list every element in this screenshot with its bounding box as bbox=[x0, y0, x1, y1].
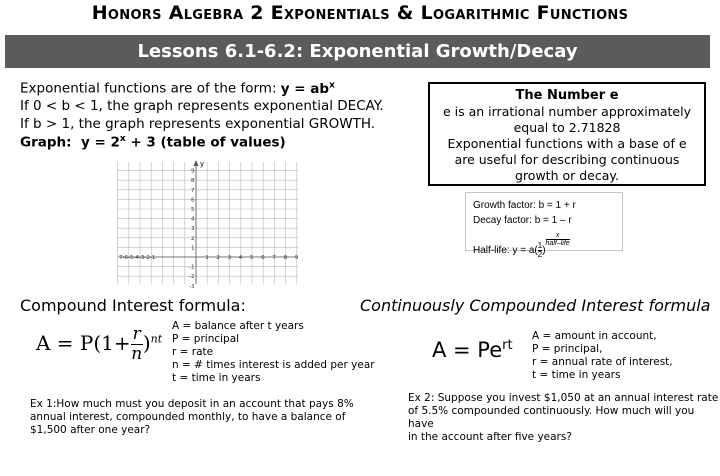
y-tick-label: -2 bbox=[189, 274, 195, 281]
x-tick-label: 4 bbox=[238, 255, 243, 261]
y-tick-label: 3 bbox=[191, 226, 195, 233]
compound-formula-lhs: A = P(1+ bbox=[36, 331, 131, 355]
compound-def-r: r = rate bbox=[172, 346, 214, 358]
number-e-text-3: Exponential functions with a base of e bbox=[447, 136, 687, 151]
compound-heading: Compound Interest formula: bbox=[20, 296, 246, 315]
y-tick-label: 9 bbox=[191, 168, 195, 175]
compound-def-p: P = principal bbox=[172, 333, 240, 345]
y-tick-label: 7 bbox=[191, 187, 195, 194]
number-e-text-5: growth or decay. bbox=[515, 168, 619, 183]
compound-frac-den: n bbox=[131, 344, 143, 364]
intro-form-text: Exponential functions are of the form: bbox=[20, 80, 277, 97]
half-life-exp-num: x bbox=[546, 232, 570, 240]
continuous-def-a: A = amount in account, bbox=[532, 330, 657, 342]
x-tick-label: 9 bbox=[294, 255, 299, 261]
compound-formula-close: ) bbox=[142, 331, 151, 355]
x-tick-label: 2 bbox=[216, 255, 220, 261]
growth-factor: Growth factor: b = 1 + r bbox=[473, 200, 576, 211]
half-life-base-den: 2 bbox=[537, 249, 543, 259]
continuous-formula-exponent: rt bbox=[502, 338, 513, 353]
y-tick-label: 6 bbox=[191, 197, 195, 204]
y-tick-label: 5 bbox=[191, 207, 195, 213]
half-life-close: ) bbox=[542, 245, 546, 256]
half-life-exp-den: half–life bbox=[545, 240, 570, 247]
compound-definitions bbox=[172, 320, 375, 385]
lesson-banner bbox=[5, 35, 710, 68]
intro-line-graph bbox=[20, 134, 286, 151]
half-life-formula bbox=[473, 232, 622, 259]
example-1-line-2: annual interest, compounded monthly, to have a balance of bbox=[30, 411, 346, 423]
number-e-text-1: e is an irrational number approximately bbox=[442, 104, 691, 119]
coordinate-grid bbox=[118, 158, 299, 290]
example-2-line-3: in the account after five years? bbox=[408, 431, 572, 443]
intro-form-formula: y = ab bbox=[280, 80, 330, 97]
example-2 bbox=[408, 392, 720, 444]
lesson-banner-text: Lessons 6.1-6.2: Exponential Growth/Decay bbox=[137, 41, 578, 62]
continuous-formula-base: A = Pe bbox=[432, 338, 503, 362]
y-axis-label: y bbox=[200, 160, 205, 168]
compound-formula bbox=[36, 325, 162, 364]
continuous-heading: Continuously Compounded Interest formula bbox=[360, 296, 711, 315]
half-life-base-num: 1 bbox=[537, 240, 543, 250]
continuous-formula bbox=[432, 338, 513, 362]
compound-def-n: n = # times interest is added per year bbox=[172, 359, 375, 371]
x-tick-label: 1 bbox=[205, 255, 209, 261]
continuous-def-t: t = time in years bbox=[532, 369, 621, 381]
number-e-text-2: equal to 2.71828 bbox=[513, 120, 621, 135]
graph-formula: y = 2 bbox=[80, 134, 120, 151]
y-tick-label: -1 bbox=[189, 264, 195, 271]
x-tick-label: 7 bbox=[272, 255, 276, 261]
x-tick-label: 3 bbox=[227, 255, 232, 261]
x-tick-label: 8 bbox=[283, 255, 288, 261]
x-tick-label: 6 bbox=[261, 255, 265, 261]
intro-line-growth: If b > 1, the graph represents exponential GROWTH. bbox=[20, 116, 376, 132]
number-e-heading: The Number e bbox=[515, 88, 619, 103]
number-e-box bbox=[428, 82, 706, 186]
continuous-def-r: r = annual rate of interest, bbox=[532, 356, 673, 368]
graph-formula-exponent: x bbox=[119, 134, 126, 144]
intro-line-decay: If 0 < b < 1, the graph represents exponential DECAY. bbox=[20, 98, 384, 114]
intro-form-exponent: x bbox=[329, 80, 335, 90]
graph-formula-rest: + 3 (table of values) bbox=[125, 134, 286, 151]
continuous-definitions bbox=[532, 330, 673, 382]
compound-def-t: t = time in years bbox=[172, 372, 261, 384]
y-axis-arrow-icon bbox=[194, 160, 199, 166]
example-1 bbox=[30, 398, 354, 437]
example-1-line-3: $1,500 after one year? bbox=[30, 424, 151, 436]
decay-factor: Decay factor: b = 1 – r bbox=[473, 215, 572, 226]
intro-line-form bbox=[20, 80, 335, 97]
compound-frac-num: r bbox=[132, 324, 141, 344]
compound-formula-exponent: nt bbox=[150, 332, 163, 346]
compound-def-a: A = balance after t years bbox=[172, 320, 304, 332]
y-tick-label: 2 bbox=[191, 235, 195, 242]
y-tick-label: 8 bbox=[191, 178, 195, 185]
y-tick-label: 1 bbox=[191, 245, 195, 252]
number-e-text-4: are useful for describing continuous bbox=[454, 152, 680, 167]
page-title: Honors Algebra 2 Exponentials & Logarithmic Functions bbox=[91, 2, 629, 24]
x-tick-label: 5 bbox=[250, 255, 254, 261]
y-tick-label: -3 bbox=[189, 283, 195, 290]
factors-box bbox=[465, 192, 623, 259]
y-tick-label: 4 bbox=[191, 216, 195, 223]
half-life-label: Half-life: y = a( bbox=[473, 245, 538, 256]
x-tick-labels-negative: 7-6-5-4-3-2-1 bbox=[119, 255, 156, 261]
example-2-line-2: of 5.5% compounded continuously. How much will you have bbox=[408, 405, 695, 430]
graph-label: Graph: bbox=[20, 134, 72, 151]
example-2-line-1: Ex 2: Suppose you invest $1,050 at an annual interest rate bbox=[408, 392, 719, 404]
continuous-def-p: P = principal, bbox=[532, 343, 603, 355]
example-1-line-1: Ex 1:How much must you deposit in an account that pays 8% bbox=[30, 398, 354, 410]
